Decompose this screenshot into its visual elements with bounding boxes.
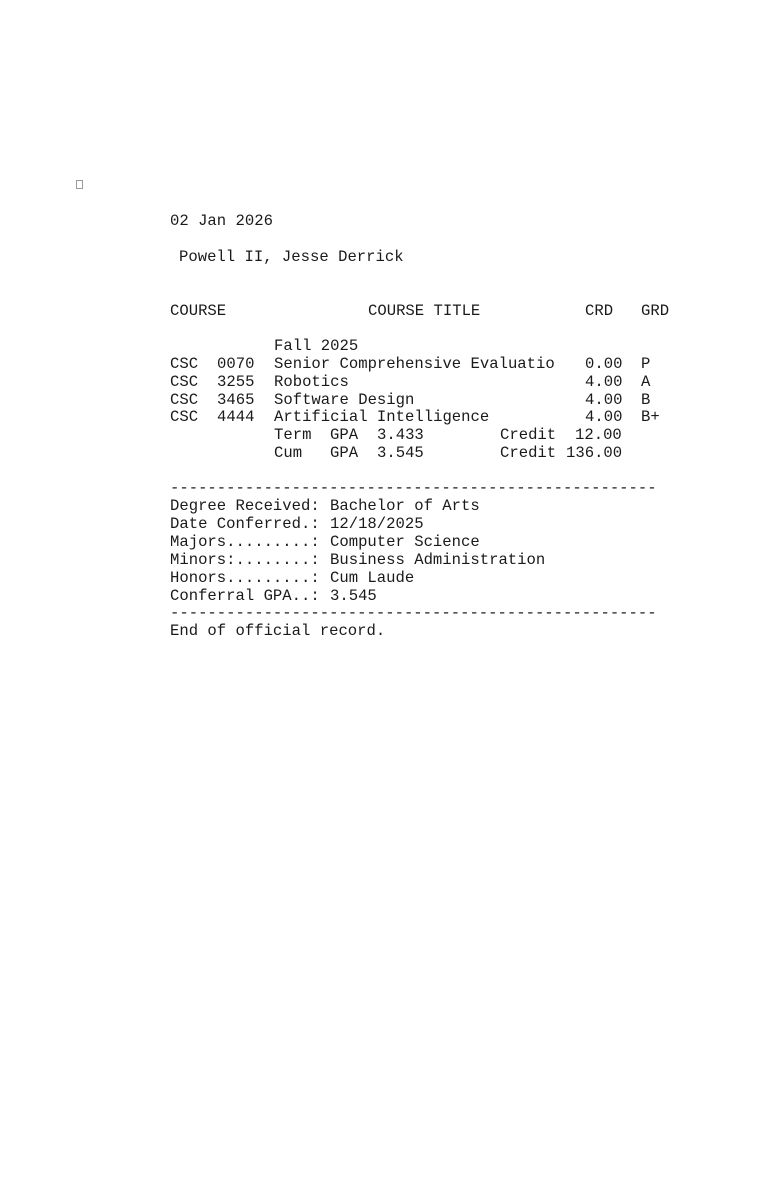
course-title: Robotics xyxy=(274,373,349,391)
course-title: Senior Comprehensive Evaluatio xyxy=(274,355,555,373)
course-grade: P xyxy=(641,355,651,373)
missing-glyph-icon xyxy=(76,180,83,189)
conferral-gpa-value: 3.545 xyxy=(330,587,377,605)
course-number: 3465 xyxy=(217,391,255,409)
course-credit: 4.00 xyxy=(585,373,623,391)
separator-line: ---------------------------------------------------- xyxy=(170,479,657,497)
course-dept: CSC xyxy=(170,373,199,391)
course-dept: CSC xyxy=(170,408,199,426)
degree-received-label: Degree Received: xyxy=(170,497,320,515)
separator-line: ---------------------------------------------------- xyxy=(170,604,657,622)
term-label: Term xyxy=(274,426,312,444)
conferral-gpa-label: Conferral GPA..: xyxy=(170,587,320,605)
majors-label: Majors.........: xyxy=(170,533,320,551)
cum-credit-value: 136.00 xyxy=(566,444,623,462)
minors-value: Business Administration xyxy=(330,551,546,569)
course-grade: B xyxy=(641,391,651,409)
course-credit: 4.00 xyxy=(585,391,623,409)
record-date: 02 Jan 2026 xyxy=(170,212,273,230)
term-credit-label: Credit xyxy=(500,426,557,444)
course-dept: CSC xyxy=(170,391,199,409)
degree-received-value: Bachelor of Arts xyxy=(330,497,480,515)
course-title: Software Design xyxy=(274,391,415,409)
cum-gpa-value: 3.545 xyxy=(377,444,424,462)
term-name: Fall 2025 xyxy=(274,337,359,355)
cum-credit-label: Credit xyxy=(500,444,557,462)
course-grade: A xyxy=(641,373,651,391)
honors-label: Honors.........: xyxy=(170,569,320,587)
course-credit: 4.00 xyxy=(585,408,623,426)
cum-gpa-label: GPA xyxy=(330,444,359,462)
student-name: Powell II, Jesse Derrick xyxy=(179,248,404,266)
course-credit: 0.00 xyxy=(585,355,623,373)
course-number: 0070 xyxy=(217,355,255,373)
header-credit: CRD xyxy=(585,302,614,320)
minors-label: Minors:........: xyxy=(170,551,320,569)
term-credit-value: 12.00 xyxy=(575,426,622,444)
course-dept: CSC xyxy=(170,355,199,373)
majors-value: Computer Science xyxy=(330,533,480,551)
header-course: COURSE xyxy=(170,302,227,320)
date-conferred-label: Date Conferred.: xyxy=(170,515,320,533)
term-gpa-label: GPA xyxy=(330,426,359,444)
course-grade: B+ xyxy=(641,408,660,426)
header-course-title: COURSE TITLE xyxy=(368,302,481,320)
cum-label: Cum xyxy=(274,444,303,462)
course-title: Artificial Intelligence xyxy=(274,408,490,426)
course-number: 3255 xyxy=(217,373,255,391)
header-grade: GRD xyxy=(641,302,670,320)
date-conferred-value: 12/18/2025 xyxy=(330,515,424,533)
course-number: 4444 xyxy=(217,408,255,426)
term-gpa-value: 3.433 xyxy=(377,426,424,444)
end-of-record: End of official record. xyxy=(170,622,386,640)
honors-value: Cum Laude xyxy=(330,569,415,587)
